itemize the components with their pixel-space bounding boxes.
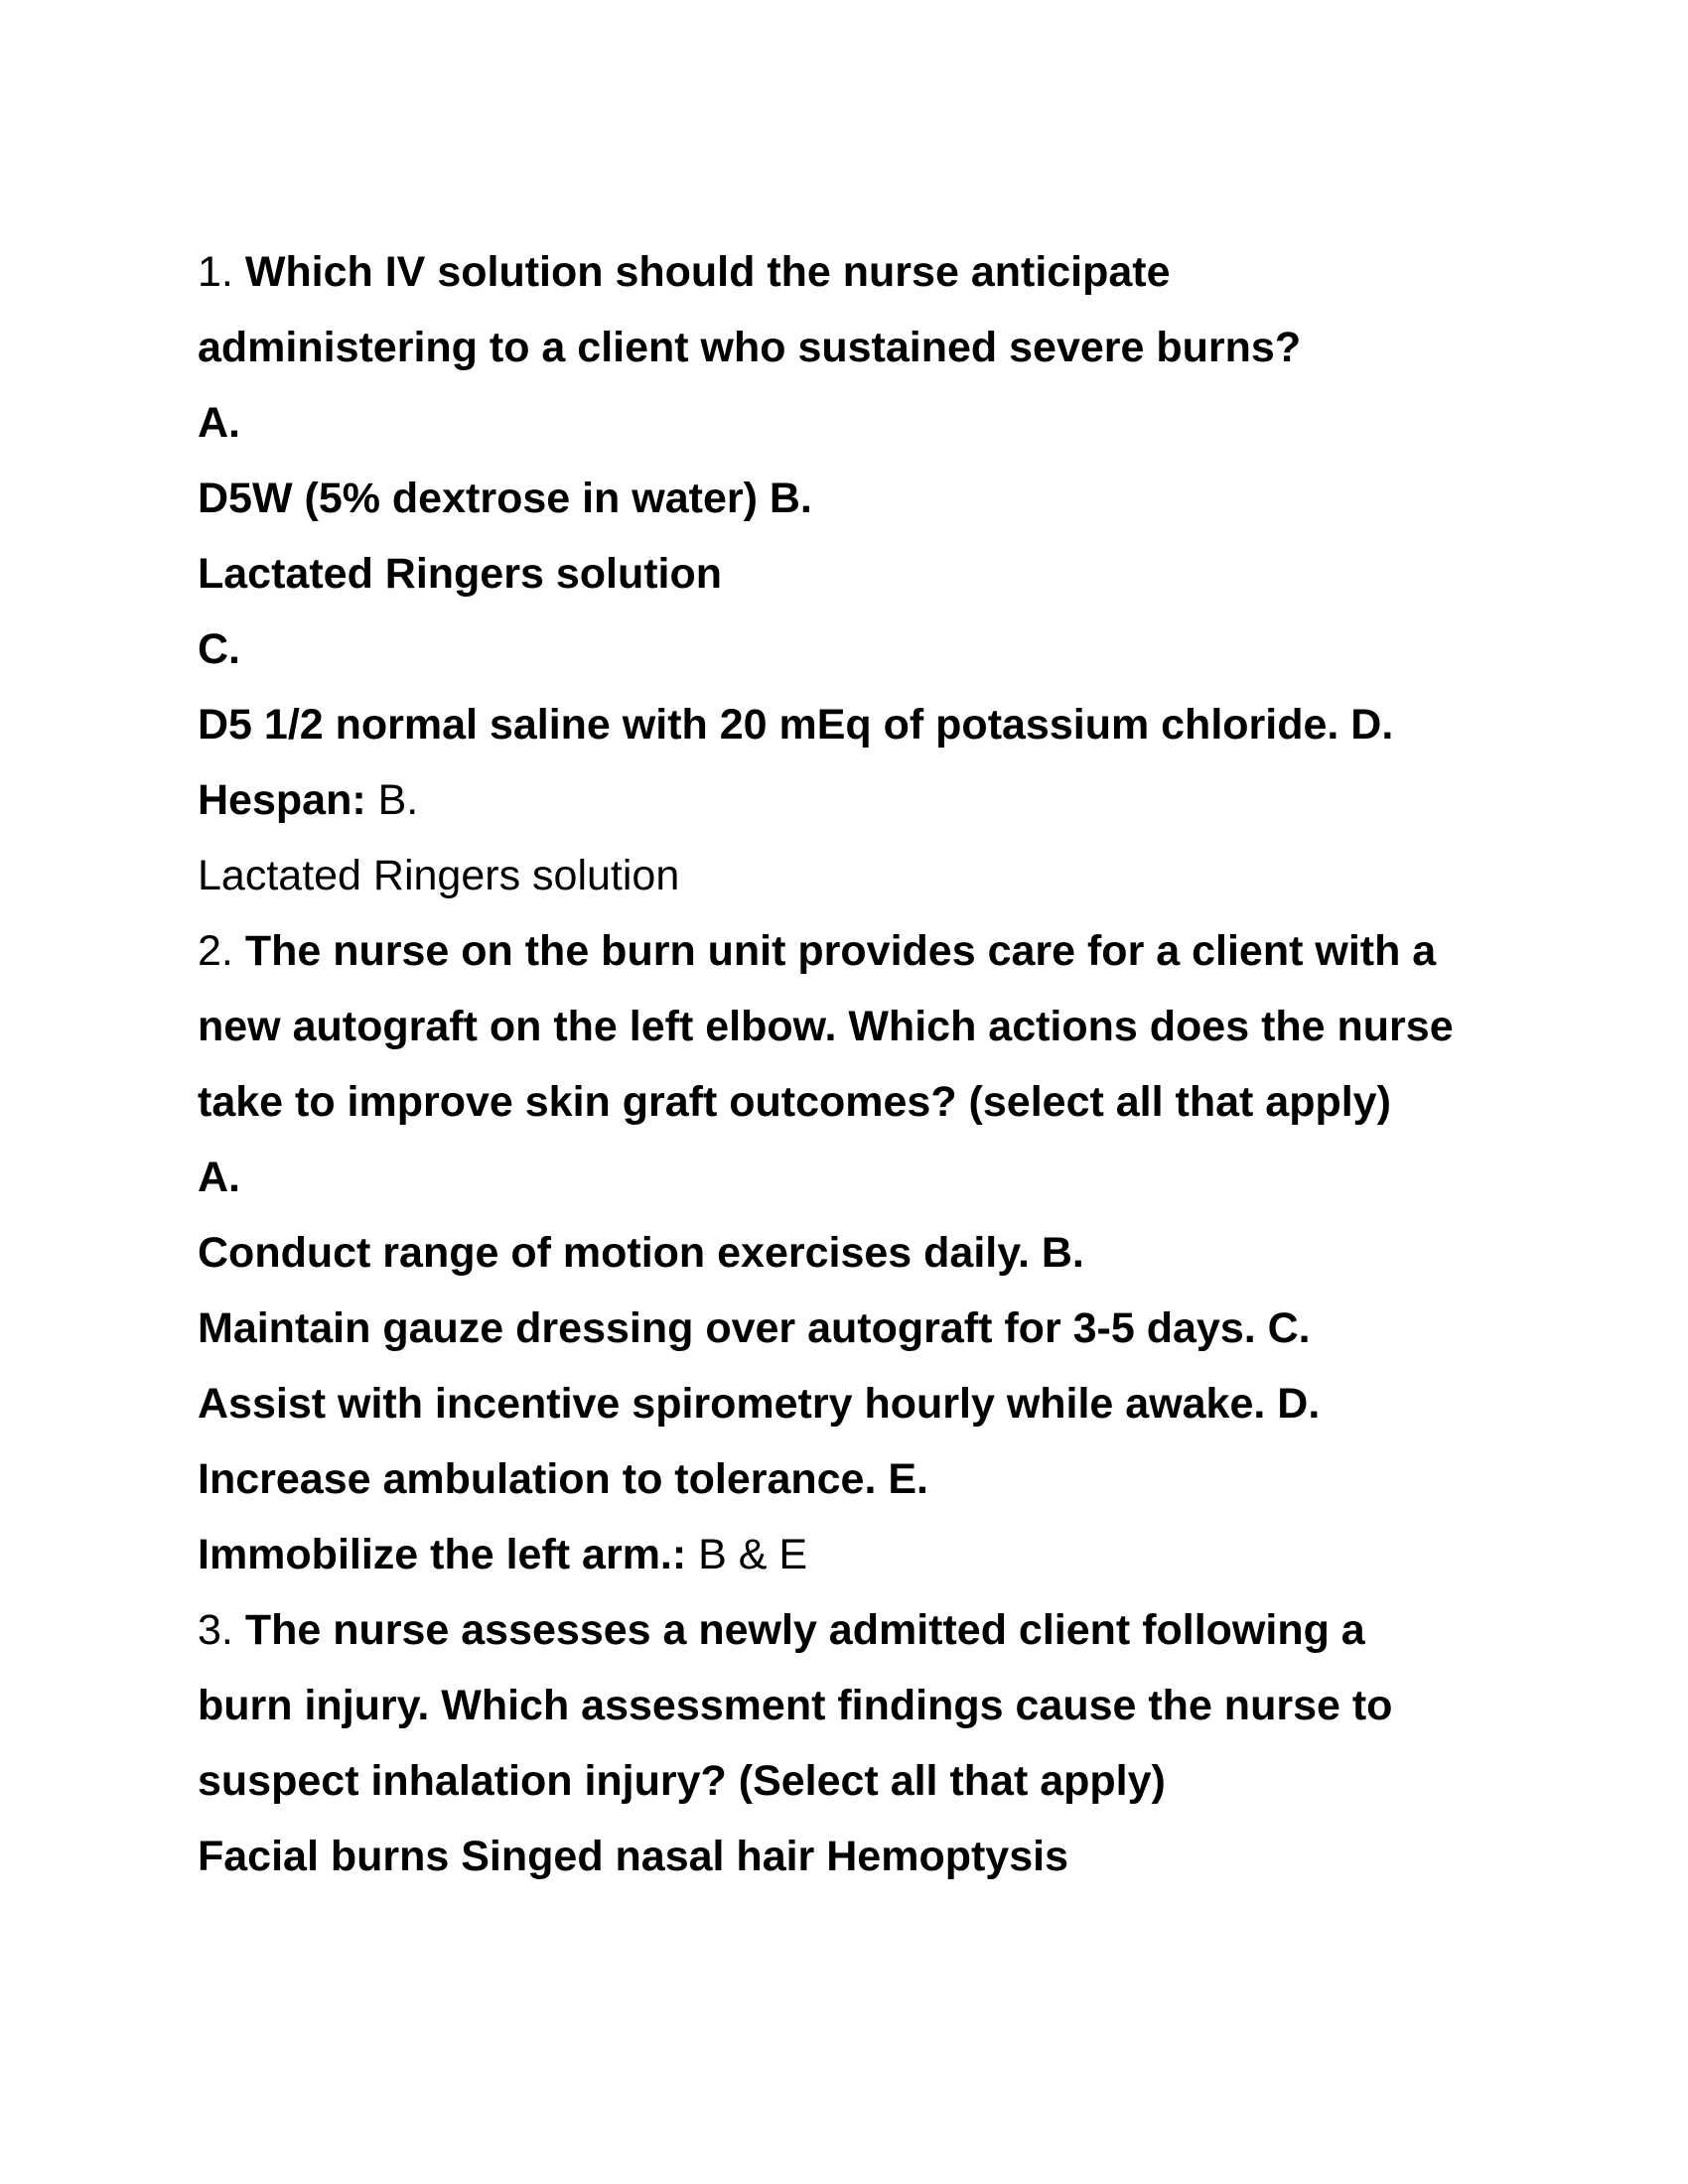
bold-text: The nurse assesses a newly admitted client following a <box>244 1606 1365 1654</box>
plain-text: 2. <box>198 927 245 975</box>
bold-text: Assist with incentive spirometry hourly while awake. D. <box>198 1380 1321 1428</box>
bold-text: Lactated Ringers solution <box>198 550 723 598</box>
document-body <box>198 234 1588 1894</box>
text-line <box>198 687 1588 762</box>
bold-text: take to improve skin graft outcomes? (select all that apply) <box>198 1078 1391 1126</box>
plain-text: Lactated Ringers solution <box>198 852 680 899</box>
text-line <box>198 385 1588 461</box>
text-line <box>198 536 1588 612</box>
text-line <box>198 310 1588 385</box>
bold-text: Increase ambulation to tolerance. E. <box>198 1455 928 1503</box>
text-line <box>198 1668 1588 1743</box>
text-line <box>198 234 1588 310</box>
text-line <box>198 612 1588 687</box>
text-line <box>198 1743 1588 1819</box>
text-line <box>198 1592 1588 1668</box>
text-line <box>198 461 1588 536</box>
plain-text: B & E <box>686 1531 808 1578</box>
bold-text: A. <box>198 1154 240 1201</box>
bold-text: A. <box>198 399 240 447</box>
text-line <box>198 1215 1588 1291</box>
text-line <box>198 1441 1588 1517</box>
bold-text: burn injury. Which assessment findings cause the nurse to <box>198 1682 1393 1729</box>
text-line <box>198 913 1588 989</box>
text-line <box>198 838 1588 913</box>
bold-text: new autograft on the left elbow. Which actions does the nurse <box>198 1003 1454 1050</box>
text-line <box>198 1366 1588 1441</box>
text-line <box>198 1517 1588 1592</box>
text-line <box>198 989 1588 1064</box>
bold-text: C. <box>198 625 240 673</box>
bold-text: The nurse on the burn unit provides care for a client with a <box>244 927 1437 975</box>
bold-text: Facial burns Singed nasal hair Hemoptysis <box>198 1833 1068 1880</box>
plain-text: 1. <box>198 248 245 296</box>
plain-text: B. <box>365 776 419 824</box>
text-line <box>198 1140 1588 1215</box>
text-line <box>198 1064 1588 1140</box>
text-line <box>198 1291 1588 1366</box>
bold-text: administering to a client who sustained severe burns? <box>198 324 1302 371</box>
bold-text: Hespan: <box>198 776 366 824</box>
bold-text: D5 1/2 normal saline with 20 mEq of potassium chloride. D. <box>198 701 1394 749</box>
bold-text: Immobilize the left arm.: <box>198 1531 687 1578</box>
bold-text: suspect inhalation injury? (Select all that apply) <box>198 1757 1166 1805</box>
bold-text: Maintain gauze dressing over autograft for 3-5 days. C. <box>198 1304 1311 1352</box>
bold-text: Conduct range of motion exercises daily. B. <box>198 1229 1084 1277</box>
text-line <box>198 1819 1588 1894</box>
bold-text: D5W (5% dextrose in water) B. <box>198 475 812 522</box>
bold-text: Which IV solution should the nurse anticipate <box>244 248 1171 296</box>
plain-text: 3. <box>198 1606 245 1654</box>
text-line <box>198 762 1588 838</box>
